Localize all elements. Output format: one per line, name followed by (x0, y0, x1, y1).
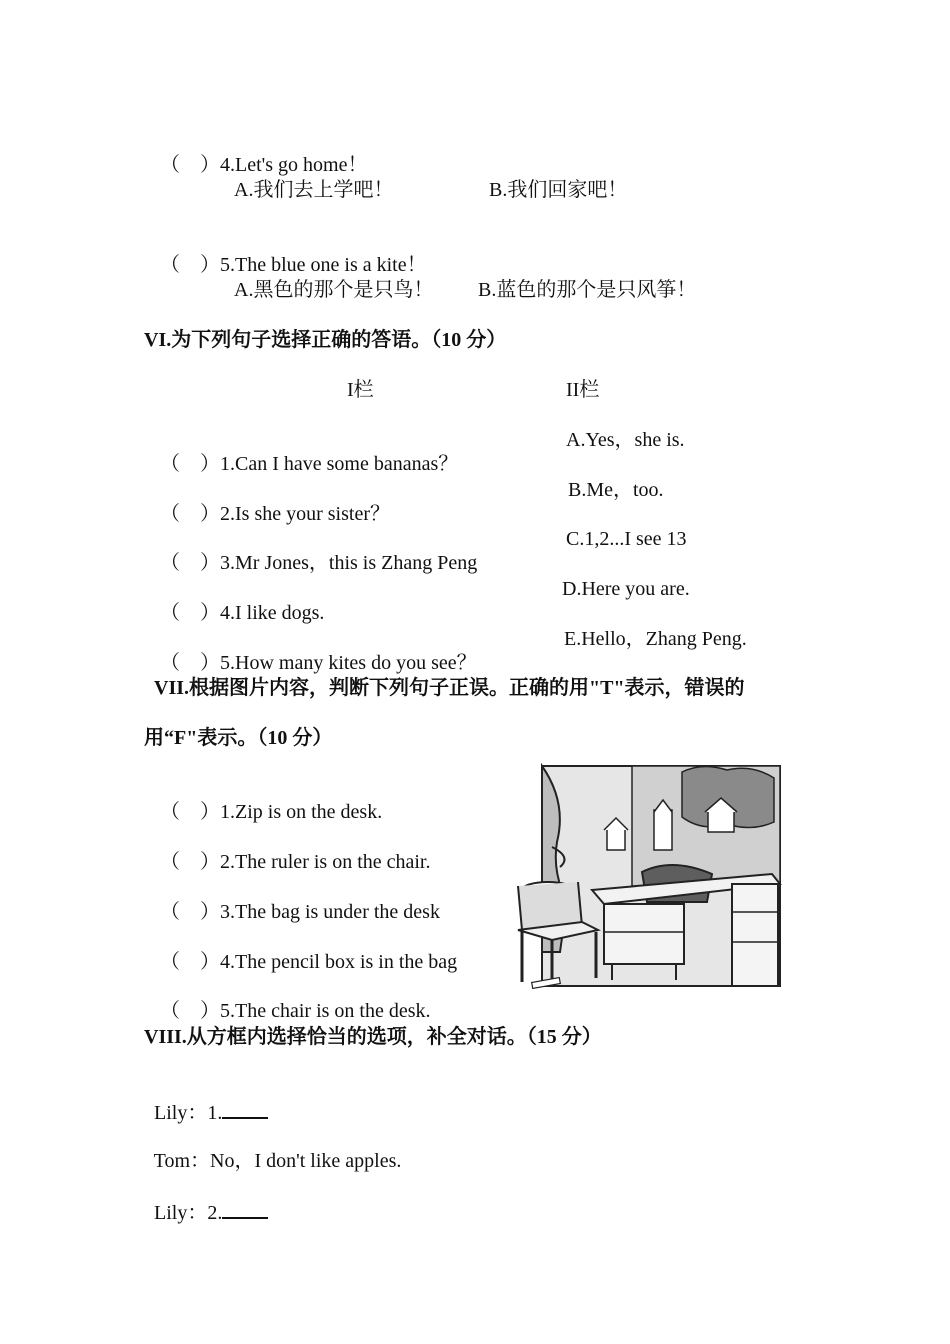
match-answer: D.Here you are. (562, 578, 690, 600)
dialogue-line (144, 1125, 401, 1173)
room-illustration (512, 762, 784, 990)
speaker: Tom： (153, 1150, 211, 1172)
answer-paren[interactable]: （ ） (160, 602, 220, 624)
section-vi-heading: VI.为下列句子选择正确的答语。（10 分） (144, 329, 507, 351)
answer-paren[interactable]: （ ） (160, 154, 220, 176)
option-a: A.黑色的那个是只鸟！ (234, 279, 434, 301)
match-question (150, 577, 324, 625)
section-vii-heading-line1: VII.根据图片内容，判断下列句子正误。正确的用"T"表示，错误的 (154, 677, 745, 699)
column-ii-header: II栏 (566, 379, 600, 401)
option-b: B.蓝色的那个是只风筝！ (478, 279, 697, 301)
tf-text: 5.The chair is on the desk. (220, 1000, 431, 1022)
answer-paren[interactable]: （ ） (160, 254, 220, 276)
answer-paren[interactable]: （ ） (160, 801, 220, 823)
column-i-header: I栏 (347, 379, 374, 401)
answer-paren[interactable]: （ ） (160, 851, 220, 873)
tf-item (150, 826, 431, 874)
dialogue-line (144, 1075, 268, 1125)
option-a: A.我们去上学吧！ (234, 179, 394, 201)
match-answer: E.Hello，Zhang Peng. (564, 628, 747, 650)
match-question (150, 627, 477, 675)
question-v4 (150, 129, 367, 177)
tf-item (150, 975, 431, 1023)
match-question (150, 428, 458, 476)
answer-paren[interactable]: （ ） (160, 901, 220, 923)
answer-paren[interactable]: （ ） (160, 503, 220, 525)
tf-text: 4.The pencil box is in the bag (220, 951, 458, 973)
section-vii-heading-line2: 用“F"表示。（10 分） (144, 727, 333, 749)
match-answer: C.1,2...I see 13 (566, 528, 687, 550)
dialogue-text: 2. (207, 1202, 223, 1224)
question-v5 (150, 229, 427, 277)
question-text: 2.Is she your sister？ (220, 503, 390, 525)
answer-paren[interactable]: （ ） (160, 652, 220, 674)
question-text: 4.I like dogs. (220, 602, 325, 624)
question-text: 4.Let's go home！ (220, 154, 368, 176)
tf-item (150, 776, 382, 824)
answer-paren[interactable]: （ ） (160, 951, 220, 973)
answer-blank[interactable] (222, 1199, 268, 1219)
tf-text: 2.The ruler is on the chair. (220, 851, 431, 873)
tf-item (150, 876, 440, 924)
answer-paren[interactable]: （ ） (160, 453, 220, 475)
section-viii-heading: VIII.从方框内选择恰当的选项，补全对话。（15 分） (144, 1026, 602, 1048)
tf-text: 3.The bag is under the desk (220, 901, 440, 923)
tf-item (150, 926, 457, 974)
question-text: 1.Can I have some bananas？ (220, 453, 459, 475)
match-question (150, 478, 390, 526)
dialogue-text: No，I don't like apples. (210, 1150, 402, 1172)
option-b: B.我们回家吧！ (489, 179, 628, 201)
match-answer: A.Yes，she is. (566, 429, 685, 451)
speaker: Lily： (154, 1102, 208, 1124)
question-text: 5.The blue one is a kite！ (220, 254, 427, 276)
dialogue-text: 1. (207, 1102, 223, 1124)
question-text: 5.How many kites do you see？ (220, 652, 477, 674)
answer-paren[interactable]: （ ） (160, 1000, 220, 1022)
question-text: 3.Mr Jones，this is Zhang Peng (220, 552, 478, 574)
match-question (150, 527, 477, 575)
match-answer: B.Me，too. (568, 479, 664, 501)
dialogue-line (144, 1175, 268, 1225)
speaker: Lily： (154, 1202, 208, 1224)
answer-blank[interactable] (222, 1099, 268, 1119)
answer-paren[interactable]: （ ） (160, 552, 220, 574)
tf-text: 1.Zip is on the desk. (220, 801, 383, 823)
